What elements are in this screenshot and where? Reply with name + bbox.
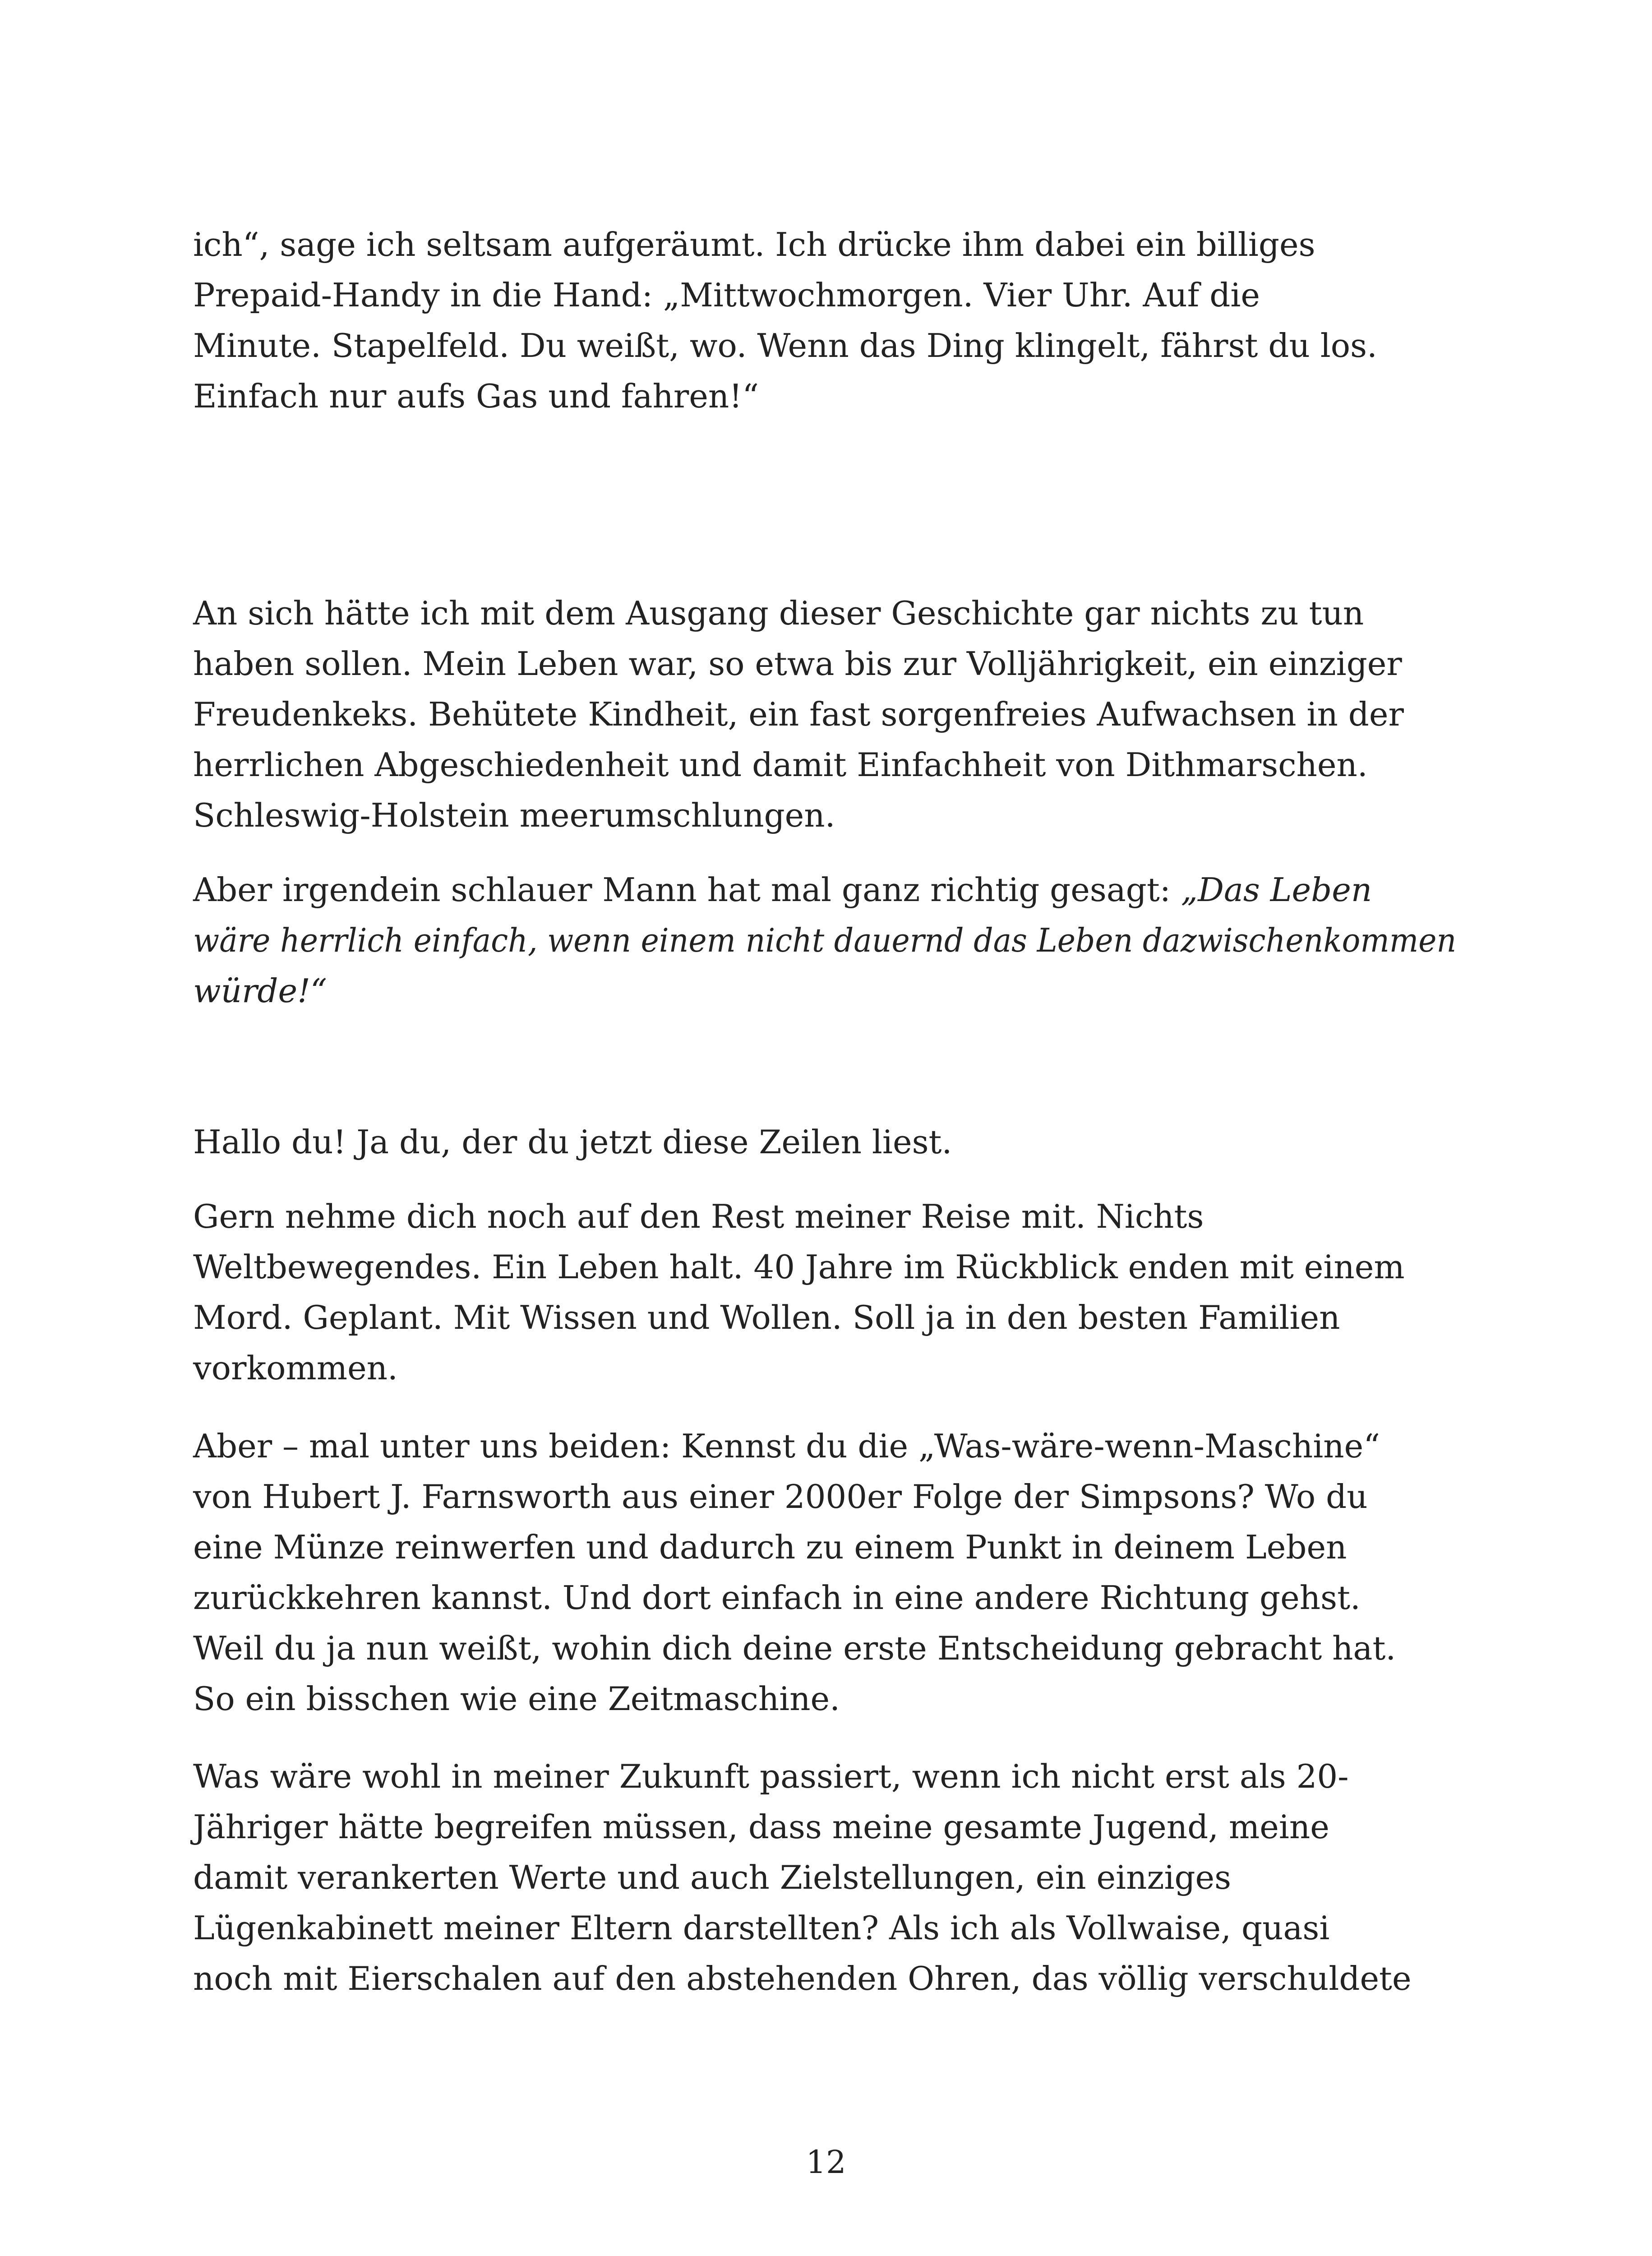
paragraph-ausgang [193,588,1456,841]
text-line: Weil du ja nun weißt, wohin dich deine erste Entscheidung gebracht hat. [193,1629,1396,1667]
paragraph-reise [193,1191,1456,1393]
quote-intro: Aber irgendein schlauer Mann hat mal ganz richtig gesagt: [193,871,1181,909]
text-line: Gern nehme dich noch auf den Rest meiner Reise mit. Nichts [193,1197,1204,1235]
paragraph-zitat [193,864,1456,1016]
paragraph-hallo [193,1117,1456,1167]
text-line: haben sollen. Mein Leben war, so etwa bis zur Volljährigkeit, ein einziger [193,645,1402,683]
text-line [193,864,1456,915]
text-line: Einfach nur aufs Gas und fahren!“ [193,377,759,415]
text-line: Weltbewegendes. Ein Leben halt. 40 Jahre im Rückblick enden mit einem [193,1248,1405,1286]
page-number: 12 [806,2144,846,2181]
text-line: An sich hätte ich mit dem Ausgang dieser Geschichte gar nichts zu tun [193,594,1364,632]
paragraph-handy [193,219,1456,421]
quote-line: wäre herrlich einfach, wenn einem nicht dauernd das Leben dazwischenkommen [193,921,1457,959]
text-line: zurückkehren kannst. Und dort einfach in eine andere Richtung gehst. [193,1579,1361,1617]
paragraph-maschine [193,1421,1456,1724]
quote-start: „Das Leben [1181,871,1372,909]
text-line: noch mit Eierschalen auf den abstehenden Ohren, das völlig verschuldete [193,1960,1412,1997]
text-line: damit verankerten Werte und auch Zielstellungen, ein einziges [193,1858,1232,1896]
text-line: ich“, sage ich seltsam aufgeräumt. Ich drücke ihm dabei ein billiges [193,226,1315,264]
text-line: Prepaid-Handy in die Hand: „Mittwochmorgen. Vier Uhr. Auf die [193,276,1260,314]
text-line: eine Münze reinwerfen und dadurch zu einem Punkt in deinem Leben [193,1528,1347,1566]
text-line: Aber – mal unter uns beiden: Kennst du die „Was-wäre-wenn-Maschine“ [193,1427,1380,1465]
paragraph-zukunft [193,1751,1456,2004]
text-line: So ein bisschen wie eine Zeitmaschine. [193,1680,840,1718]
text-line: Hallo du! Ja du, der du jetzt diese Zeilen liest. [193,1123,952,1161]
text-line: herrlichen Abgeschiedenheit und damit Einfachheit von Dithmarschen. [193,746,1368,784]
text-line: Schleswig-Holstein meerumschlungen. [193,796,835,834]
text-line: vorkommen. [193,1349,398,1387]
quote-line: würde!“ [193,972,327,1010]
text-line: Lügenkabinett meiner Eltern darstellten? Als ich als Vollwaise, quasi [193,1909,1330,1947]
text-line: von Hubert J. Farnsworth aus einer 2000er Folge der Simpsons? Wo du [193,1478,1368,1516]
text-line: Jähriger hätte begreifen müssen, dass meine gesamte Jugend, meine [193,1808,1329,1846]
text-line: Minute. Stapelfeld. Du weißt, wo. Wenn das Ding klingelt, fährst du los. [193,327,1377,365]
text-line: Freudenkeks. Behütete Kindheit, ein fast sorgenfreies Aufwachsen in der [193,695,1404,733]
text-line: Was wäre wohl in meiner Zukunft passiert, wenn ich nicht erst als 20- [193,1757,1349,1795]
text-line: Mord. Geplant. Mit Wissen und Wollen. Soll ja in den besten Familien [193,1299,1340,1336]
